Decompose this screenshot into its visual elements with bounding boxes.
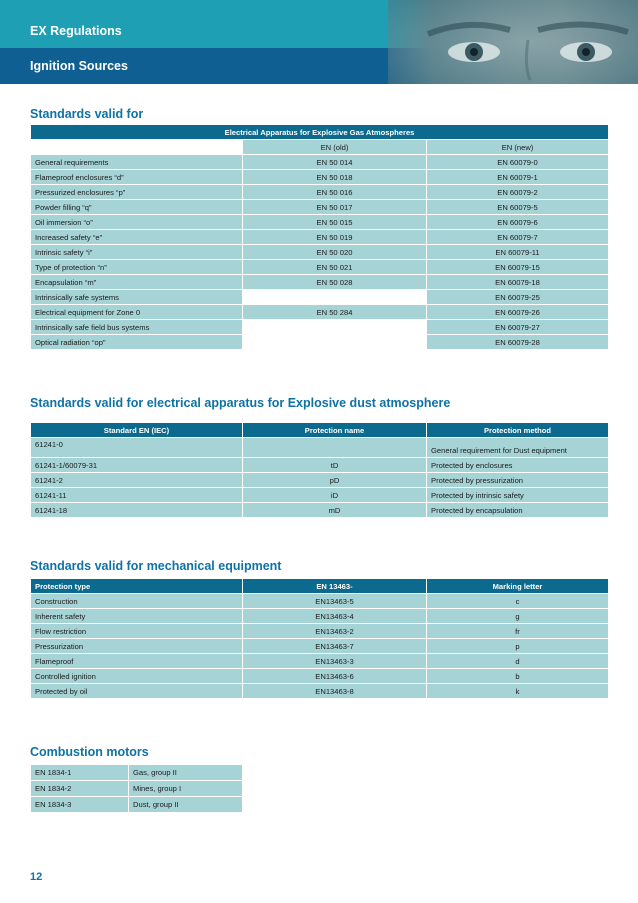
col-en-new: EN (new) (427, 140, 609, 155)
section1-heading: Standards valid for (30, 107, 144, 121)
mechanical-equipment-table (30, 578, 609, 699)
row-label: Encapsulation “m” (31, 275, 243, 290)
en-old-value (243, 335, 427, 350)
col-marking-letter: Marking letter (427, 579, 609, 594)
en-old-value: EN 50 020 (243, 245, 427, 260)
section3-heading: Standards valid for mechanical equipment (30, 559, 282, 573)
col-standard: Standard EN (IEC) (31, 423, 243, 438)
row-label: Oil immersion “o” (31, 215, 243, 230)
standard-value: 61241-18 (31, 503, 243, 518)
standard-value: 61241-1/60079-31 (31, 458, 243, 473)
protection-method-value: General requirement for Dust equipment (427, 438, 609, 458)
table-row (31, 765, 243, 781)
en-value: EN13463-3 (243, 654, 427, 669)
header-face-photo (388, 0, 638, 84)
en-new-value: EN 60079-15 (427, 260, 609, 275)
table-header-row (31, 423, 609, 438)
protection-name-value: tD (243, 458, 427, 473)
row-label: Flameproof enclosures “d” (31, 170, 243, 185)
table-row (31, 609, 609, 624)
standard-value: EN 1834-3 (31, 797, 129, 813)
col-en-old: EN (old) (243, 140, 427, 155)
en-value: EN13463-6 (243, 669, 427, 684)
combustion-motors-table (30, 764, 243, 813)
marking-letter-value: d (427, 654, 609, 669)
en-old-value: EN 50 021 (243, 260, 427, 275)
standard-value: 61241-11 (31, 488, 243, 503)
protection-name-value: iD (243, 488, 427, 503)
protection-method-value: Protected by encapsulation (427, 503, 609, 518)
row-label: Powder filling “q” (31, 200, 243, 215)
table-row (31, 215, 609, 230)
marking-letter-value: fr (427, 624, 609, 639)
en-new-value: EN 60079-18 (427, 275, 609, 290)
en-new-value: EN 60079-6 (427, 215, 609, 230)
en-new-value: EN 60079-25 (427, 290, 609, 305)
protection-type-value: Flameproof (31, 654, 243, 669)
table-row (31, 245, 609, 260)
protection-type-value: Protected by oil (31, 684, 243, 699)
standard-value: EN 1834-1 (31, 765, 129, 781)
table-subheader-row (31, 140, 609, 155)
standard-value: EN 1834-2 (31, 781, 129, 797)
marking-letter-value: b (427, 669, 609, 684)
en-new-value: EN 60079-27 (427, 320, 609, 335)
table-row (31, 438, 609, 458)
en-old-value: EN 50 014 (243, 155, 427, 170)
protection-method-value: Protected by pressurization (427, 473, 609, 488)
col-protection-method: Protection method (427, 423, 609, 438)
marking-letter-value: p (427, 639, 609, 654)
en-new-value: EN 60079-0 (427, 155, 609, 170)
table-row (31, 155, 609, 170)
table-row (31, 335, 609, 350)
protection-name-value (243, 438, 427, 458)
header-subtitle: Ignition Sources (30, 59, 128, 73)
protection-method-value: Protected by enclosures (427, 458, 609, 473)
table-row (31, 230, 609, 245)
header-title: EX Regulations (30, 24, 122, 38)
table-row (31, 458, 609, 473)
en-value: EN13463-4 (243, 609, 427, 624)
en-value: EN13463-7 (243, 639, 427, 654)
row-label: Electrical equipment for Zone 0 (31, 305, 243, 320)
en-value: EN13463-5 (243, 594, 427, 609)
en-new-value: EN 60079-5 (427, 200, 609, 215)
protection-type-value: Inherent safety (31, 609, 243, 624)
blank-cell (31, 140, 243, 155)
protection-name-value: mD (243, 503, 427, 518)
protection-type-value: Flow restriction (31, 624, 243, 639)
table-row (31, 654, 609, 669)
section4-heading: Combustion motors (30, 745, 149, 759)
table-header-row (31, 579, 609, 594)
en-new-value: EN 60079-28 (427, 335, 609, 350)
row-label: Optical radiation “op” (31, 335, 243, 350)
row-label: Increased safety “e” (31, 230, 243, 245)
table-row (31, 320, 609, 335)
dust-atmosphere-table (30, 422, 609, 518)
table-row (31, 669, 609, 684)
table-row (31, 594, 609, 609)
row-label: Intrinsic safety “i” (31, 245, 243, 260)
table-row (31, 639, 609, 654)
en-new-value: EN 60079-26 (427, 305, 609, 320)
row-label: Intrinsically safe systems (31, 290, 243, 305)
col-en13463: EN 13463- (243, 579, 427, 594)
en-value: EN13463-8 (243, 684, 427, 699)
row-label: Pressurized enclosures “p” (31, 185, 243, 200)
table-row (31, 185, 609, 200)
marking-letter-value: k (427, 684, 609, 699)
row-label: Intrinsically safe field bus systems (31, 320, 243, 335)
en-new-value: EN 60079-11 (427, 245, 609, 260)
en-old-value: EN 50 016 (243, 185, 427, 200)
table-row (31, 684, 609, 699)
protection-type-value: Pressurization (31, 639, 243, 654)
table-row (31, 200, 609, 215)
en-old-value: EN 50 018 (243, 170, 427, 185)
standard-value: 61241-0 (31, 438, 243, 458)
table-row (31, 170, 609, 185)
marking-letter-value: g (427, 609, 609, 624)
row-label: Type of protection “n” (31, 260, 243, 275)
table-row (31, 503, 609, 518)
table-row (31, 473, 609, 488)
page-number: 12 (30, 871, 43, 883)
protection-method-value: Protected by intrinsic safety (427, 488, 609, 503)
gas-atmosphere-table (30, 124, 609, 350)
group-value: Mines, group I (129, 781, 243, 797)
en-old-value: EN 50 019 (243, 230, 427, 245)
en-old-value: EN 50 284 (243, 305, 427, 320)
en-old-value (243, 320, 427, 335)
en-old-value: EN 50 028 (243, 275, 427, 290)
table-row (31, 290, 609, 305)
marking-letter-value: c (427, 594, 609, 609)
protection-name-value: pD (243, 473, 427, 488)
col-protection-type: Protection type (31, 579, 243, 594)
table-row (31, 305, 609, 320)
en-old-value (243, 290, 427, 305)
protection-type-value: Construction (31, 594, 243, 609)
en-old-value: EN 50 017 (243, 200, 427, 215)
table-row (31, 260, 609, 275)
en-old-value: EN 50 015 (243, 215, 427, 230)
en-new-value: EN 60079-1 (427, 170, 609, 185)
face-photo-image (388, 0, 638, 84)
protection-type-value: Controlled ignition (31, 669, 243, 684)
group-value: Gas, group II (129, 765, 243, 781)
gas-table-caption: Electrical Apparatus for Explosive Gas Atmospheres (31, 125, 609, 140)
en-value: EN13463-2 (243, 624, 427, 639)
table-row (31, 781, 243, 797)
standard-value: 61241-2 (31, 473, 243, 488)
col-protection-name: Protection name (243, 423, 427, 438)
table-row (31, 797, 243, 813)
table-caption-row (31, 125, 609, 140)
table-row (31, 488, 609, 503)
section2-heading: Standards valid for electrical apparatus for Explosive dust atmosphere (30, 396, 451, 410)
en-new-value: EN 60079-7 (427, 230, 609, 245)
row-label: General requirements (31, 155, 243, 170)
table-row (31, 275, 609, 290)
en-new-value: EN 60079-2 (427, 185, 609, 200)
table-row (31, 624, 609, 639)
group-value: Dust, group II (129, 797, 243, 813)
